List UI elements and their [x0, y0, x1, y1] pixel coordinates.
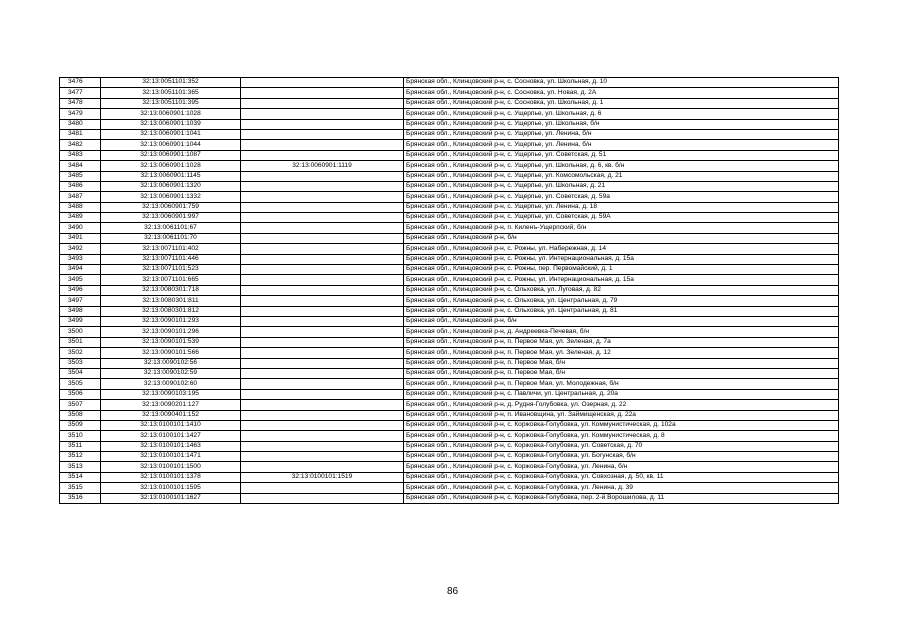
cadastral-number-cell: 32:13:0060901:1320: [101, 181, 241, 191]
address-cell: Брянская обл., Клинцовский р-н, с. Павличи, ул. Центральная, д. 20а: [404, 389, 839, 399]
address-cell: Брянская обл., Клинцовский р-н, с. Ущерпье, ул. Школьная, д. 6: [404, 109, 839, 119]
parent-cadastral-number-cell: [241, 140, 404, 150]
parent-cadastral-number-cell: [241, 98, 404, 108]
table-row: [60, 88, 839, 98]
row-number-cell: 3484: [60, 161, 101, 171]
cadastral-number-cell: 32:13:0100101:1463: [101, 441, 241, 451]
row-number-cell: 3508: [60, 410, 101, 420]
parent-cadastral-number-cell: [241, 88, 404, 98]
parent-cadastral-number-cell: [241, 368, 404, 378]
cadastral-number-cell: 32:13:0051101:395: [101, 98, 241, 108]
table-row: [60, 109, 839, 119]
row-number-cell: 3499: [60, 316, 101, 326]
table-row: [60, 316, 839, 326]
cadastral-number-cell: 32:13:0090101:539: [101, 337, 241, 347]
table-row: [60, 410, 839, 420]
address-cell: Брянская обл., Клинцовский р-н, с. Ущерпье, ул. Школьная, б/н: [404, 119, 839, 129]
parent-cadastral-number-cell: [241, 192, 404, 202]
cadastral-number-cell: 32:13:0060901:1041: [101, 129, 241, 139]
row-number-cell: 3515: [60, 483, 101, 493]
table-row: [60, 348, 839, 358]
parent-cadastral-number-cell: [241, 171, 404, 181]
parent-cadastral-number-cell: [241, 78, 404, 88]
row-number-cell: 3490: [60, 223, 101, 233]
address-cell: Брянская обл., Клинцовский р-н, п. Первое Мая, б/н: [404, 358, 839, 368]
address-cell: Брянская обл., Клинцовский р-н, с. Сосновка, ул. Новая, д. 2А: [404, 88, 839, 98]
address-cell: Брянская обл., Клинцовский р-н, с. Ущерпье, ул. Советская, д. 59а: [404, 192, 839, 202]
row-number-cell: 3502: [60, 348, 101, 358]
parent-cadastral-number-cell: [241, 119, 404, 129]
parent-cadastral-number-cell: [241, 213, 404, 223]
cadastral-number-cell: 32:13:0090201:127: [101, 400, 241, 410]
cadastral-number-cell: 32:13:0090102:59: [101, 368, 241, 378]
table-row: [60, 129, 839, 139]
cadastral-number-cell: 32:13:0080301:718: [101, 285, 241, 295]
parent-cadastral-number-cell: [241, 181, 404, 191]
address-cell: Брянская обл., Клинцовский р-н, с. Рожны, пер. Первомайский, д. 1: [404, 265, 839, 275]
cadastral-number-cell: 32:13:0090101:296: [101, 327, 241, 337]
table-row: [60, 233, 839, 243]
parent-cadastral-number-cell: [241, 483, 404, 493]
address-cell: Брянская обл., Клинцовский р-н, с. Коржовка-Голубовка, пер. 2-й Ворошилова, д. 11: [404, 493, 839, 503]
row-number-cell: 3496: [60, 285, 101, 295]
cadastral-number-cell: 32:13:0100101:1410: [101, 420, 241, 430]
row-number-cell: 3492: [60, 244, 101, 254]
row-number-cell: 3478: [60, 98, 101, 108]
parent-cadastral-number-cell: [241, 109, 404, 119]
cadastral-number-cell: 32:13:0060901:1087: [101, 150, 241, 160]
table-row: [60, 441, 839, 451]
row-number-cell: 3504: [60, 368, 101, 378]
parent-cadastral-number-cell: [241, 129, 404, 139]
table-row: [60, 431, 839, 441]
row-number-cell: 3479: [60, 109, 101, 119]
parent-cadastral-number-cell: [241, 379, 404, 389]
parent-cadastral-number-cell: [241, 275, 404, 285]
cadastral-number-cell: 32:13:0090102:56: [101, 358, 241, 368]
cadastral-number-cell: 32:13:0060901:1332: [101, 192, 241, 202]
address-cell: Брянская обл., Клинцовский р-н, с. Ольховка, ул. Центральная, д. 79: [404, 296, 839, 306]
row-number-cell: 3486: [60, 181, 101, 191]
table-row: [60, 452, 839, 462]
address-cell: Брянская обл., Клинцовский р-н, с. Ущерпье, ул. Комсомольская, д. 21: [404, 171, 839, 181]
row-number-cell: 3476: [60, 78, 101, 88]
address-cell: Брянская обл., Клинцовский р-н, с. Сосновка, ул. Школьная, д. 10: [404, 78, 839, 88]
row-number-cell: 3481: [60, 129, 101, 139]
parent-cadastral-number-cell: [241, 327, 404, 337]
parent-cadastral-number-cell: [241, 150, 404, 160]
address-cell: Брянская обл., Клинцовский р-н, с. Ущерпье, ул. Школьная, д. 21: [404, 181, 839, 191]
table-row: [60, 493, 839, 503]
table-row: [60, 161, 839, 171]
table-row: [60, 254, 839, 264]
page-number: 86: [446, 586, 459, 597]
table-row: [60, 140, 839, 150]
row-number-cell: 3488: [60, 202, 101, 212]
address-cell: Брянская обл., Клинцовский р-н, с. Коржовка-Голубовка, ул. Богунская, б/н: [404, 452, 839, 462]
parent-cadastral-number-cell: 32:13:0100101:1519: [241, 472, 404, 482]
address-cell: Брянская обл., Клинцовский р-н, с. Сосновка, ул. Школьная, д. 1: [404, 98, 839, 108]
row-number-cell: 3480: [60, 119, 101, 129]
row-number-cell: 3506: [60, 389, 101, 399]
address-cell: Брянская обл., Клинцовский р-н, с. Ущерпье, ул. Ленина, д. 18: [404, 202, 839, 212]
parent-cadastral-number-cell: [241, 337, 404, 347]
cadastral-number-cell: 32:13:0090401:152: [101, 410, 241, 420]
cadastral-number-cell: 32:13:0090103:195: [101, 389, 241, 399]
row-number-cell: 3497: [60, 296, 101, 306]
parent-cadastral-number-cell: [241, 452, 404, 462]
table-row: [60, 275, 839, 285]
row-number-cell: 3495: [60, 275, 101, 285]
table-row: [60, 171, 839, 181]
table-row: [60, 202, 839, 212]
table-row: [60, 483, 839, 493]
address-cell: Брянская обл., Клинцовский р-н, с. Коржовка-Голубовка, ул. Ленина, д. 39: [404, 483, 839, 493]
parent-cadastral-number-cell: [241, 358, 404, 368]
parent-cadastral-number-cell: [241, 410, 404, 420]
table-row: [60, 368, 839, 378]
address-cell: Брянская обл., Клинцовский р-н, с. Коржовка-Голубовка, ул. Коммунистическая, д. 102а: [404, 420, 839, 430]
cadastral-number-cell: 32:13:0051101:365: [101, 88, 241, 98]
address-cell: Брянская обл., Клинцовский р-н, с. Ущерпье, ул. Школьная, д. 6, кв. б/н: [404, 161, 839, 171]
table-row: [60, 119, 839, 129]
registry-table: [59, 77, 839, 504]
cadastral-number-cell: 32:13:0060901:1028: [101, 109, 241, 119]
row-number-cell: 3507: [60, 400, 101, 410]
cadastral-number-cell: 32:13:0080301:812: [101, 306, 241, 316]
table-row: [60, 358, 839, 368]
row-number-cell: 3498: [60, 306, 101, 316]
cadastral-number-cell: 32:13:0100101:1500: [101, 462, 241, 472]
cadastral-number-cell: 32:13:0100101:1595: [101, 483, 241, 493]
table-row: [60, 379, 839, 389]
cadastral-number-cell: 32:13:0071101:402: [101, 244, 241, 254]
row-number-cell: 3482: [60, 140, 101, 150]
table-row: [60, 213, 839, 223]
cadastral-number-cell: 32:13:0100101:1627: [101, 493, 241, 503]
address-cell: Брянская обл., Клинцовский р-н, с. Рожны, ул. Интернациональная, д. 15а: [404, 254, 839, 264]
parent-cadastral-number-cell: [241, 265, 404, 275]
cadastral-number-cell: 32:13:0100101:1378: [101, 472, 241, 482]
address-cell: Брянская обл., Клинцовский р-н, п. Киленъ-Ущерпский, б/н: [404, 223, 839, 233]
parent-cadastral-number-cell: [241, 296, 404, 306]
address-cell: Брянская обл., Клинцовский р-н, с. Ольховка, ул. Центральная, д. 81: [404, 306, 839, 316]
address-cell: Брянская обл., Клинцовский р-н, с. Рожны, ул. Набережная, д. 14: [404, 244, 839, 254]
parent-cadastral-number-cell: [241, 431, 404, 441]
address-cell: Брянская обл., Клинцовский р-н, п. Ивановщина, ул. Займищенская, д. 22а: [404, 410, 839, 420]
row-number-cell: 3503: [60, 358, 101, 368]
row-number-cell: 3512: [60, 452, 101, 462]
parent-cadastral-number-cell: [241, 493, 404, 503]
cadastral-number-cell: 32:13:0060901:759: [101, 202, 241, 212]
row-number-cell: 3510: [60, 431, 101, 441]
address-cell: Брянская обл., Клинцовский р-н, с. Рожны, ул. Интернациональная, д. 15а: [404, 275, 839, 285]
cadastral-number-cell: 32:13:0060901:1145: [101, 171, 241, 181]
table-row: [60, 181, 839, 191]
address-cell: Брянская обл., Клинцовский р-н, п. Первое Мая, ул. Зеленая, д. 12: [404, 348, 839, 358]
cadastral-number-cell: 32:13:0060901:997: [101, 213, 241, 223]
table-row: [60, 306, 839, 316]
table-row: [60, 337, 839, 347]
row-number-cell: 3516: [60, 493, 101, 503]
row-number-cell: 3509: [60, 420, 101, 430]
parent-cadastral-number-cell: [241, 400, 404, 410]
table-row: [60, 285, 839, 295]
cadastral-number-cell: 32:13:0060901:1039: [101, 119, 241, 129]
address-cell: Брянская обл., Клинцовский р-н, с. Коржовка-Голубовка, ул. Коммунистическая, д. 8: [404, 431, 839, 441]
row-number-cell: 3514: [60, 472, 101, 482]
table-row: [60, 472, 839, 482]
address-cell: Брянская обл., Клинцовский р-н, с. Коржовка-Голубовка, ул. Советская, д. 70: [404, 441, 839, 451]
address-cell: Брянская обл., Клинцовский р-н, с. Коржовка-Голубовка, ул. Совхозная, д. 50, кв. 11: [404, 472, 839, 482]
parent-cadastral-number-cell: [241, 202, 404, 212]
address-cell: Брянская обл., Клинцовский р-н, с. Ущерпье, ул. Ленина, б/н: [404, 140, 839, 150]
parent-cadastral-number-cell: [241, 389, 404, 399]
cadastral-number-cell: 32:13:0080301:811: [101, 296, 241, 306]
parent-cadastral-number-cell: [241, 223, 404, 233]
address-cell: Брянская обл., Клинцовский р-н, д. Андреевка-Печевая, б/н: [404, 327, 839, 337]
cadastral-number-cell: 32:13:0090101:566: [101, 348, 241, 358]
table-row: [60, 150, 839, 160]
address-cell: Брянская обл., Клинцовский р-н, с. Ольховка, ул. Луговая, д. 82: [404, 285, 839, 295]
cadastral-number-cell: 32:13:0100101:1471: [101, 452, 241, 462]
address-cell: Брянская обл., Клинцовский р-н, с. Ущерпье, ул. Ленина, б/н: [404, 129, 839, 139]
cadastral-number-cell: 32:13:0051101:352: [101, 78, 241, 88]
row-number-cell: 3489: [60, 213, 101, 223]
row-number-cell: 3477: [60, 88, 101, 98]
table-row: [60, 327, 839, 337]
row-number-cell: 3494: [60, 265, 101, 275]
table-row: [60, 223, 839, 233]
parent-cadastral-number-cell: [241, 254, 404, 264]
parent-cadastral-number-cell: [241, 306, 404, 316]
row-number-cell: 3487: [60, 192, 101, 202]
row-number-cell: 3485: [60, 171, 101, 181]
address-cell: Брянская обл., Клинцовский р-н, б/н: [404, 316, 839, 326]
table-row: [60, 400, 839, 410]
table-row: [60, 78, 839, 88]
parent-cadastral-number-cell: [241, 441, 404, 451]
address-cell: Брянская обл., Клинцовский р-н, с. Коржовка-Голубовка, ул. Ленина, б/н: [404, 462, 839, 472]
row-number-cell: 3505: [60, 379, 101, 389]
cadastral-number-cell: 32:13:0061101:67: [101, 223, 241, 233]
table-row: [60, 296, 839, 306]
row-number-cell: 3513: [60, 462, 101, 472]
cadastral-number-cell: 32:13:0100101:1427: [101, 431, 241, 441]
table-row: [60, 265, 839, 275]
table-row: [60, 462, 839, 472]
address-cell: Брянская обл., Клинцовский р-н, б/н: [404, 233, 839, 243]
cadastral-number-cell: 32:13:0071101:446: [101, 254, 241, 264]
cadastral-number-cell: 32:13:0090101:293: [101, 316, 241, 326]
address-cell: Брянская обл., Клинцовский р-н, с. Ущерпье, ул. Советская, д. 51: [404, 150, 839, 160]
table-row: [60, 389, 839, 399]
parent-cadastral-number-cell: [241, 348, 404, 358]
address-cell: Брянская обл., Клинцовский р-н, с. Ущерпье, ул. Советская, д. 59А: [404, 213, 839, 223]
address-cell: Брянская обл., Клинцовский р-н, п. Первое Мая, б/н: [404, 368, 839, 378]
row-number-cell: 3501: [60, 337, 101, 347]
parent-cadastral-number-cell: 32:13:0060901:1119: [241, 161, 404, 171]
row-number-cell: 3511: [60, 441, 101, 451]
cadastral-number-cell: 32:13:0061101:70: [101, 233, 241, 243]
row-number-cell: 3500: [60, 327, 101, 337]
parent-cadastral-number-cell: [241, 420, 404, 430]
row-number-cell: 3491: [60, 233, 101, 243]
parent-cadastral-number-cell: [241, 316, 404, 326]
table-row: [60, 420, 839, 430]
cadastral-number-cell: 32:13:0090102:60: [101, 379, 241, 389]
cadastral-number-cell: 32:13:0071101:665: [101, 275, 241, 285]
cadastral-number-cell: 32:13:0060901:1028: [101, 161, 241, 171]
address-cell: Брянская обл., Клинцовский р-н, д. Рудня-Голубовка, ул. Озерная, д. 22: [404, 400, 839, 410]
table-row: [60, 98, 839, 108]
parent-cadastral-number-cell: [241, 233, 404, 243]
parent-cadastral-number-cell: [241, 285, 404, 295]
cadastral-number-cell: 32:13:0060901:1044: [101, 140, 241, 150]
address-cell: Брянская обл., Клинцовский р-н, п. Первое Мая, ул. Зеленая, д. 7а: [404, 337, 839, 347]
address-cell: Брянская обл., Клинцовский р-н, п. Первое Мая, ул. Молодежная, б/н: [404, 379, 839, 389]
row-number-cell: 3493: [60, 254, 101, 264]
table-row: [60, 192, 839, 202]
row-number-cell: 3483: [60, 150, 101, 160]
registry-table-body: [60, 78, 839, 504]
table-row: [60, 244, 839, 254]
cadastral-number-cell: 32:13:0071101:523: [101, 265, 241, 275]
parent-cadastral-number-cell: [241, 462, 404, 472]
parent-cadastral-number-cell: [241, 244, 404, 254]
